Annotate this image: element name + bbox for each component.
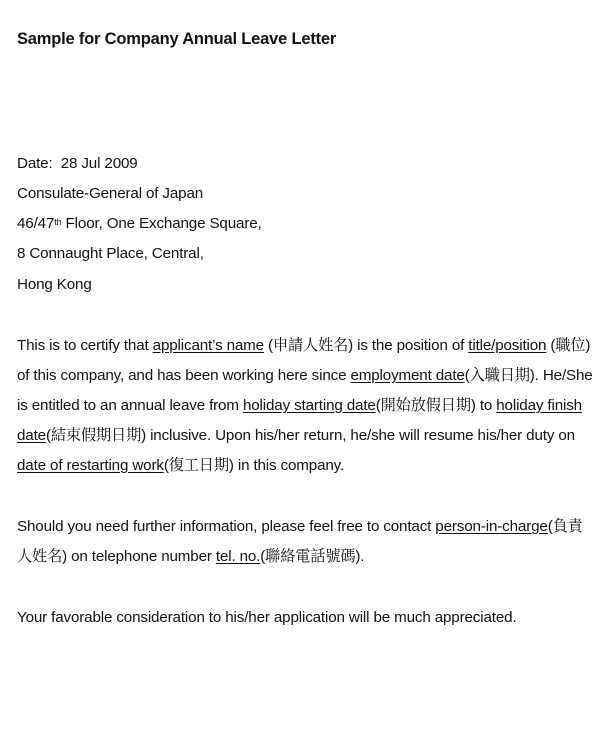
title-position-field: title/position bbox=[468, 337, 547, 354]
para2-text: 人姓名) on telephone number bbox=[17, 548, 216, 565]
para1-line-3 bbox=[17, 397, 582, 415]
para3-line-1: Your favorable consideration to his/her application will be much appreciated. bbox=[17, 609, 517, 626]
document-title: Sample for Company Annual Leave Letter bbox=[17, 30, 337, 48]
holiday-finish-date-field-cont: date bbox=[17, 427, 46, 444]
para1-line-4 bbox=[17, 427, 575, 445]
date-line bbox=[17, 155, 138, 173]
para2-line-2 bbox=[17, 548, 364, 566]
holiday-start-date-field: holiday starting date bbox=[242, 397, 376, 414]
para2-text: (聯絡電話號碼). bbox=[260, 548, 365, 565]
date-label: Date: bbox=[17, 155, 53, 172]
para2-text: (負責 bbox=[547, 518, 583, 535]
para1-text: (職位) bbox=[546, 337, 591, 354]
floor-number: 46/47 bbox=[17, 215, 55, 232]
para2-text: Should you need further information, please feel free to contact bbox=[17, 518, 436, 535]
person-in-charge-field: person-in-charge bbox=[435, 518, 548, 535]
para1-text: (復工日期) in this company. bbox=[163, 457, 345, 474]
restart-date-field: date of restarting work bbox=[17, 457, 164, 474]
para1-line-5 bbox=[17, 457, 344, 475]
address-line-4: Hong Kong bbox=[17, 276, 92, 293]
para1-text: (開始放假日期) to bbox=[375, 397, 497, 414]
employment-date-field: employment date bbox=[350, 367, 465, 384]
para1-text: This is to certify that bbox=[17, 337, 153, 354]
floor-superscript: th bbox=[54, 217, 62, 227]
para1-text: (申請人姓名) is the position of bbox=[263, 337, 469, 354]
address-line-2 bbox=[17, 215, 262, 233]
para2-line-1 bbox=[17, 518, 583, 536]
para1-text: (入職日期). He/She bbox=[464, 367, 593, 384]
applicant-name-field: applicant’s name bbox=[152, 337, 264, 354]
para1-line-1 bbox=[17, 337, 590, 355]
telephone-number-field: tel. no. bbox=[215, 548, 261, 565]
para1-text: of this company, and has been working here since bbox=[17, 367, 351, 384]
address-line-3: 8 Connaught Place, Central, bbox=[17, 245, 204, 262]
floor-rest: Floor, One Exchange Square, bbox=[61, 215, 262, 232]
address-line-1: Consulate-General of Japan bbox=[17, 185, 204, 202]
para1-text: (結束假期日期) inclusive. Upon his/her return, he/she will resume his/her duty on bbox=[45, 427, 575, 444]
holiday-finish-date-field: holiday finish bbox=[496, 397, 582, 414]
para1-text: is entitled to an annual leave from bbox=[17, 397, 243, 414]
date-value: 28 Jul 2009 bbox=[60, 155, 138, 172]
para1-line-2 bbox=[17, 367, 593, 385]
